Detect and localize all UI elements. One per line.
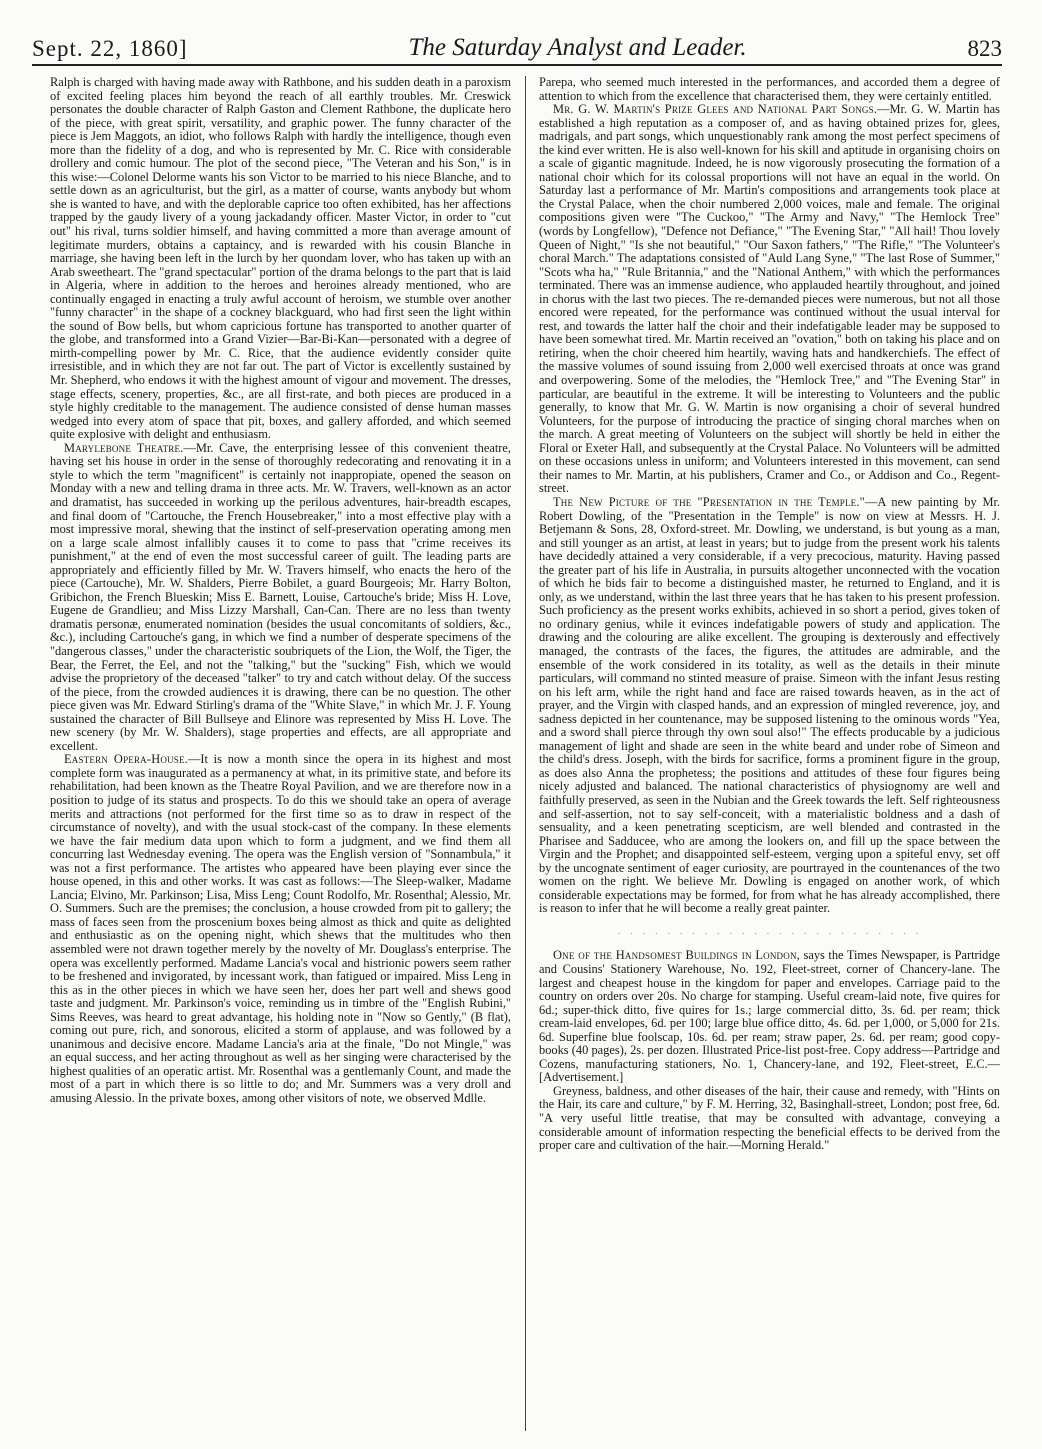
article-presentation-picture [539, 496, 1000, 916]
marylebone-body: —Mr. Cave, the enterprising lessee of this convenient theatre, having set his house in order in the sense of thoroughly redecorating and renovating it in a style to which the term "magnificent" is certainly not inappropiate, opened the season on Monday with a new and telling drama in three acts. Mr. W. Travers, well-known as an actor and dramatist, has succeeded in working up the perilous adventures, hair-breadth escapes, and final doom of "Cartouche, the French Housebreaker," into a most effective play with a most impressive moral, shewing that the instinct of self-preservation operating among men on a large scale almost infallibly causes it to come to pass that "crime receives its punishment," at the end of even the most successful career of guilt. The leading parts are appropriately and efficiently filled by Mr. W. Travers himself, who enacts the hero of the piece (Cartouche), Mr. W. Shalders, Pierre Bobilet, a guard Bourgeois; Mr. Harry Bolton, Gribichon, the French Blueskin; Miss E. Barnett, Louise, Cartouche's bride; Miss H. Love, Eugene de Grandlieu; and Miss Lizzy Marshall, Can-Can. There are no less than twenty dramatis personæ, enumerated nomination (besides the usual concomitants of soldiers, &c., &c.), including Cartouche's gang, in which we find a number of desperate specimens of the "dangerous classes," under the characteristic soubriquets of the Lion, the Wolf, the Tiger, the Bear, the Ferret, the Eel, and not the "talking," but the "sucking" Fish, which we would advise the proprietory of the deceased "talker" to try and catch without delay. Of the success of the piece, from the crowded audiences it is drawing, there can be no question. The other piece given was Mr. Edward Stirling's drama of the "White Slave," in which Mr. J. F. Young sustained the character of Bill Bullseye and Elinore was represented by Miss H. Love. The new scenery (by Mr. W. Shalders), stage properties and effects, are all appropriate and excellent. [50, 440, 511, 753]
presentation-heading: The New Picture of the "Presentation in the Temple." [553, 494, 865, 509]
advert-hair-treatise: Greyness, baldness, and other diseases of the hair, their cause and remedy, with "Hints on the Hair, its care and culture," by F. M. Herring, 32, Basinghall-street, London; post free, 6d. "A very useful little treatise, that may be consulted with advantage, conveying a considerable amount of information respecting the beneficial effects to be derived from the proper care and cultivation of the hair.—Morning Herald." [539, 1083, 1000, 1153]
text-columns [50, 76, 1000, 1436]
article-marylebone-theatre [50, 442, 511, 754]
advert-partridge-cousins [539, 949, 1000, 1084]
marylebone-heading: Marylebone Theatre. [64, 440, 184, 455]
section-separator: · · · · · · · · · · · · · · · · · · · · · · · · · [617, 927, 922, 940]
column-divider [525, 76, 526, 1431]
advert-partridge-body: says the Times Newspaper, is Partridge and Cousins' Stationery Warehouse, No. 192, Fleet-street, corner of Chancery-lane. The largest and cheapest house in the kingdom for paper and envelopes. Carriage paid to the country on orders over 20s. No charge for stamping. Useful cream-laid note, five quires for 6d.; super-thick ditto, five quires for 1s.; large commercial ditto, 3s. 6d. per ream; thick cream-laid envelopes, 6d. per 100; large blue office ditto, 4s. 6d. per 1,000, or 5,000 for 21s. 6d. Superfine blue foolscap, 10s. 6d. per ream; straw paper, 2s. 6d. per ream; good copy-books (40 pages), 2s. per dozen. Illustrated Price-list post-free. Copy address—Partridge and Cozens, manufacturing stationers, No. 1, Chancery-lane, and 192, Fleet-street, E.C.—[Advertisement.] [539, 948, 1000, 1085]
article-rathbone-review: Ralph is charged with having made away with Rathbone, and his sudden death in a paroxism of excited feeling places him beyond the reach of all earthly troubles. Mr. Creswick personates the double character of Ralph Gaston and Clement Rathbone, the duplicate hero of the piece, with great spirit, versatility, and graphic power. The funny character of the piece is Jem Maggots, an idiot, who follows Ralph with hardly the intelligence, though even more than the fidelity of a dog, and who is represented by Mr. C. Rice with considerable drollery and comic humour. The plot of the second piece, "The Veteran and his Son," is in this wise:—Colonel Delorme wants his son Victor to be married to his niece Blanche, and to settle down as an agriculturist, but the girl, as a matter of course, wants anybody but whom she is wanted to have, and with the deplorable caprice too often exhibited, has her affections trapped by the gaudy livery of a young jackadandy officer. Master Victor, in order to "cut out" his rival, turns soldier himself, and having committed a more than average amount of legitimate murders, obtains a captaincy, and is rewarded with his cousin Blanche in marriage, she having been left in the lurch by her quondam lover, who has taken up with an Arab sweetheart. The "grand spectacular" portion of the drama belongs to the part that is laid in Algeria, where in addition to the heroes and heroines already mentioned, who are continually engaged in enacting a truly awful account of heroism, we stumble over another "funny character" in the shape of a cockney blackguard, who had first seen the light within the sound of Bow bells, but whom capricious fortune has transported to another quarter of the globe, and transformed into a Grand Vizier—Bar-Bi-Kan—personated with a degree of mirth-compelling power by Mr. C. Rice, that the audience evidently consider quite irresistible, and in which they are not far out. The part of Victor is excellently sustained by Mr. Shepherd, who endows it with the highest amount of vigour and movement. The dresses, stage effects, scenery, properties, &c., are all first-rate, and both pieces are produced in a style highly creditable to the management. The audience consisted of dense human masses wedged into every atom of space that pit, boxes, and gallery afforded, and which seemed quite explosive with delight and enthusiasm. [50, 76, 511, 442]
presentation-body: —A new painting by Mr. Robert Dowling, of the "Presentation in the Temple" is now on view at Messrs. H. J. Betjemann & Sons, 28, Oxford-street. Mr. Dowling, we understand, is but young as a man, and still younger as an artist, at least in years; but to judge from the present work his talents have decidedly attained a very considerable, if a very precocious, maturity. Having passed the greater part of his life in Australia, in pursuits altogether unconnected with the vocation of which he bids fair to become a distinguished master, he returned to England, and it is only, as we understand, within the last three years that he has taken to his present profession. Such proficiency as the present works exhibits, achieved in so short a period, gives token of no ordinary genius, while it evinces indefatigable powers of study and application. The drawing and the colouring are alike excellent. The grouping is dexterously and effectively managed, the contrasts of the faces, the figures, the attitudes are admirable, and the ensemble of the work considered in its totality, as well as the details in their minute particulars, will command no stinted measure of praise. Simeon with the infant Jesus resting on his left arm, while the right hand and face are raised towards heaven, as in the act of prayer, and the Virgin with clasped hands, and an expression of mingled reverence, joy, and sadness depicted in her countenance, may be supposed listening to the ominous words "Yea, and a sword shall pierce through thy own soul also!" The effects producable by a judicious management of light and shade are seen in the white beard and under robe of Simeon and the child's dress. Joseph, with the birds for sacrifice, forms a prominent figure in the group, as does also Anna the prophetess; the positions and attitudes of these four figures being nicely adjusted and balanced. The national characteristics of physiognomy are well and faithfully preserved, as seen in the Nubian and the Greek towards the left. Self righteousness and self-assertion, not to say self-conceit, with a materialistic boldness and a dash of sensuality, and a keen penetrating scepticism, are well blended and contrasted in the Pharisee and Sadducee, who are among the lookers on, and fill up the space between the Virgin and the Prophet; and disappointed self-esteem, verging upon a spiteful envy, set off by the uncognate sentiment of eager curiosity, are pourtrayed in the countenances of the two women on the right. We believe Mr. Dowling is engaged on another work, of which considerable expectations may be formed, for from what he has already accomplished, there is reason to infer that he will become a really great painter. [539, 494, 1000, 916]
martin-glees-body: —Mr. G. W. Martin has established a high reputation as a composer of, and as having obtained prizes for, glees, madrigals, and part songs, which unquestionably rank among the most perfect specimens of the kind ever written. He is also well-known for his skill and aptitude in organising choirs on a scale of gigantic magnitude. Indeed, he is now vigorously prosecuting the formation of a national choir which for its colossal proportions will not have an equal in the world. On Saturday last a performance of Mr. Martin's compositions and arrangements took place at the Crystal Palace, when the choir numbered 2,000 voices, male and female. The original compositions given were "The Cuckoo," "The Army and Navy," "The Hemlock Tree" (words by Longfellow), "Defence not Defiance," "The Evening Star," "All hail! Thou lovely Queen of Night," "Is she not beautiful," "Our Saxon fathers," "The Rifle," "The Volunteer's choral March." The adaptations consisted of "Auld Lang Syne," "The last Rose of Summer," "Scots wha ha," "Rule Britannia," and the "National Anthem," with which the performances terminated. There was an immense audience, who applauded heartily throughout, and joined in chorus with the last two pieces. The re-demanded pieces were numerous, but not all those encored were repeated, for the performance was continued without the usual interval for rest, and towards the latter half the choir and their indefatigable leader may be supposed to have been somewhat tired. Mr. Martin received an "ovation," both on taking his place and on retiring, when the choir cheered him heartily, waving hats and handkerchiefs. The effect of the massive volumes of sound issuing from 2,000 well exercised throats at once was grand and overpowering. Some of the melodies, the "Hemlock Tree," and "The Evening Star" in particular, are beautiful in the extreme. It will be interesting to Volunteers and the public generally, to know that Mr. G. W. Martin is now organising a choir of several hundred Volunteers, for the purpose of introducing the practice of singing choral marches when on the march. A great meeting of Volunteers on the subject will shortly be held in either the Floral or Exeter Hall, and subsequently at the Crystal Palace. No Volunteers will be admitted on these occasions unless in uniform; and Volunteers interested in this movement, can send their names to Mr. Martin, at his publishers, Cramer and Co., or Addison and Co., Regent-street. [539, 102, 1000, 496]
advert-partridge-heading: One of the Handsomest Buildings in London, [553, 948, 800, 963]
article-parepa-continuation: Parepa, who seemed much interested in the performances, and accorded them a degree of attention to which from the excellence that characterised them, they were certainly entitled. [539, 76, 1000, 103]
martin-glees-heading: Mr. G. W. Martin's Prize Glees and National Part Songs. [553, 102, 878, 117]
advertisements [539, 949, 1000, 1152]
right-column [539, 76, 1000, 1436]
header-date: Sept. 22, 1860] [32, 36, 188, 61]
eastern-opera-heading: Eastern Opera-House. [64, 752, 188, 767]
page-number: 823 [967, 36, 1002, 61]
eastern-opera-body: —It is now a month since the opera in its highest and most complete form was inaugurated as a permanency at what, in its primitive state, and before its rehabilitation, had been known as the Theatre Royal Pavilion, and we are therefore now in a position to judge of its status and prospects. To do this we should take an opera of average merits and attractions (not performed for the first time so as to draw in respect of the circumstance of novelty), and with the usual stock-cast of the company. In these elements we have the fair medium data upon which to form a judgment, and we find them all concurring last Wednesday evening. The opera was the English version of "Sonnambula," it was not a first performance. The artistes who appeared have been playing ever since the house opened, in this and other works. It was cast as follows:—The Sleep-walker, Madame Lancia; Elvino, Mr. Parkinson; Lisa, Miss Leng; Count Rodolfo, Mr. Rosenthal; Alessio, Mr. O. Summers. Such are the premises; the conclusion, a house crowded from pit to gallery; the mass of faces seen from the proscenium boxes being almost as thick and quite as delighted and enthusiastic as on the opening night, which shews that the multitudes who then assembled were not drawn together merely by the novelty of Mr. Douglass's enterprise. The opera was excellently performed. Madame Lancia's vocal and histrionic powers seem rather to be freshened and invigorated, by incessant work, than fatigued or impaired. Miss Leng in this as in the other pieces in which we have seen her, does her part well and shews good taste and judgment. Mr. Parkinson's voice, reminding us in timbre of the "English Rubini," Sims Reeves, was heard to great advantage, his holding note in "Now so Gently," (B flat), coming out pure, rich, and sonorous, elicited a storm of applause, and was followed by a unanimous and decisive encore. Madame Lancia's aria at the finale, "Do not Mingle," was an equal success, and her acting throughout as well as her singing were characterised by the highest qualities of an operatic artist. Mr. Rosenthal was a gentlemanly Count, and made the most of a part in which there is so little to do; and Mr. Summers was a very droll and amusing Alessio. In the private boxes, among other visitors of note, we observed Mdlle. [50, 752, 511, 1106]
left-column [50, 76, 511, 1436]
publication-title: The Saturday Analyst and Leader. [408, 34, 747, 61]
page-header [32, 30, 1002, 66]
article-eastern-opera-house [50, 753, 511, 1105]
article-martin-prize-glees [539, 103, 1000, 496]
